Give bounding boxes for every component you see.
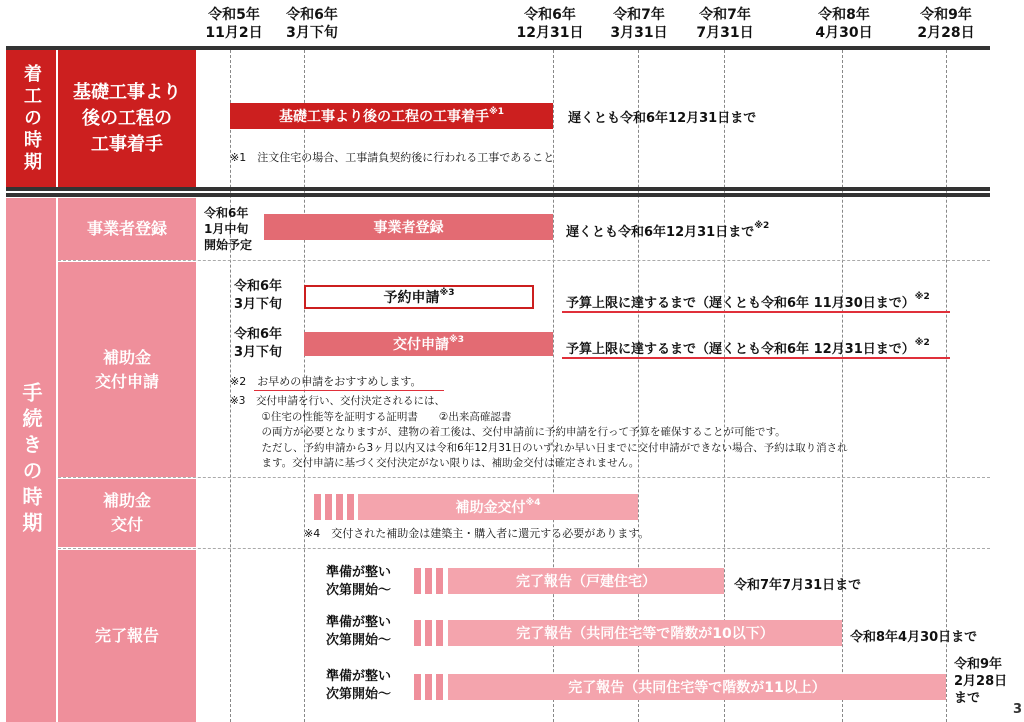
bar-payment-text: 補助金交付 [455, 500, 526, 516]
footnote-marker: ※3 [448, 335, 464, 345]
bar-registration: 事業者登録 [264, 214, 553, 240]
row-separator [58, 477, 990, 478]
page-number: 3 [1012, 702, 1022, 717]
grant-application-deadline-text: 予算上限に達するまで（遅くとも令和6年 12月31日まで） [566, 342, 915, 357]
bar-construction-start-text: 基礎工事より後の工程の工事着手 [278, 109, 489, 125]
footnote-marker: ※2 [914, 337, 930, 348]
date-r7-07-31: 令和7年 7月31日 [696, 7, 754, 41]
bar-completion-detached: 完了報告（戸建住宅） [448, 568, 724, 594]
note-4: ※4 交付された補助金は建築主・購入者に還元する必要があります。 [304, 527, 650, 540]
side-label-construction: 着工の時期 [6, 50, 56, 187]
footnote-marker: ※2 [914, 291, 930, 302]
completion-start-2: 準備が整い 次第開始～ [326, 615, 392, 648]
row-separator [58, 260, 990, 261]
date-r6-12-31: 令和6年 12月31日 [516, 7, 584, 41]
date-r7-03-31: 令和7年 3月31日 [610, 7, 668, 41]
timeline-line [842, 50, 843, 722]
construction-deadline: 遅くとも令和6年12月31日まで [568, 111, 757, 126]
reservation-underline [562, 311, 950, 313]
date-r9-02-28: 令和9年 2月28日 [917, 7, 975, 41]
side-label-procedure: 手続きの時期 [6, 198, 56, 722]
bar-reservation-text: 予約申請 [383, 290, 440, 306]
date-r8-04-30: 令和8年 4月30日 [815, 7, 873, 41]
note-2: ※2 お早めの申請をおすすめします。 [230, 375, 422, 388]
completion-stripes-2 [414, 620, 444, 646]
date-r6-03-late: 令和6年 3月下旬 [286, 7, 338, 41]
note-1: ※1 注文住宅の場合、工事請負契約後に行われる工事であること [230, 151, 555, 164]
section-divider [6, 193, 990, 197]
row-label-construction-start: 基礎工事より 後の工程の 工事着手 [58, 50, 196, 187]
completion-deadline-2: 令和8年4月30日まで [850, 630, 978, 645]
completion-start-3: 準備が整い 次第開始～ [326, 669, 392, 702]
grant-application-deadline [566, 338, 930, 357]
footnote-marker: ※2 [754, 220, 770, 231]
bar-payment [358, 494, 638, 520]
bar-completion-multi-10: 完了報告（共同住宅等で階数が10以下） [448, 620, 842, 646]
completion-stripes-1 [414, 568, 444, 594]
bar-grant-application [304, 332, 553, 356]
bar-completion-multi-11: 完了報告（共同住宅等で階数が11以上） [448, 674, 946, 700]
completion-deadline-1: 令和7年7月31日まで [734, 578, 862, 593]
row-separator [58, 548, 990, 549]
note-2-underline [254, 390, 444, 391]
footnote-marker: ※1 [488, 107, 504, 117]
payment-stripes [314, 494, 354, 520]
row-label-payment: 補助金 交付 [58, 479, 196, 547]
completion-start-1: 準備が整い 次第開始～ [326, 565, 392, 598]
bar-grant-application-text: 交付申請 [392, 337, 449, 353]
reservation-start: 令和6年 3月下旬 [234, 279, 283, 312]
reservation-deadline [566, 292, 930, 311]
row-label-application: 補助金 交付申請 [58, 262, 196, 477]
timeline-line [946, 50, 947, 722]
bar-reservation [304, 285, 534, 309]
date-r5-11-02: 令和5年 11月2日 [205, 7, 263, 41]
grant-application-underline [562, 357, 950, 359]
completion-stripes-3 [414, 674, 444, 700]
reservation-deadline-text: 予算上限に達するまで（遅くとも令和6年 11月30日まで） [566, 296, 915, 311]
section-divider [6, 187, 990, 191]
grant-application-start: 令和6年 3月下旬 [234, 327, 283, 360]
note-3: ※3 交付申請を行い、交付決定されるには、 ①住宅の性能等を証明する証明書 ②出来高確認書 の両方が必要となりますが、建物の着工後は、交付申請前に予約申請を行って予算を確保することが可能です。 ただし、予約申請から3ヶ月以内又は令和6年12月31日のいずれか早い日までに交付申請ができない場合、予約は取り消され ます。交付申請に基づく交付決定がない限りは、補助金交付は確定されません。 [230, 395, 848, 469]
registration-deadline [566, 221, 769, 240]
row-label-registration: 事業者登録 [58, 198, 196, 260]
footnote-marker: ※3 [439, 288, 455, 298]
registration-start: 令和6年 1月中旬 開始予定 [204, 206, 253, 252]
registration-deadline-text: 遅くとも令和6年12月31日まで [566, 225, 755, 240]
footnote-marker: ※4 [525, 498, 541, 508]
completion-deadline-3: 令和9年 2月28日 まで [954, 657, 1008, 706]
row-label-completion: 完了報告 [58, 550, 196, 722]
bar-construction-start [230, 103, 553, 129]
